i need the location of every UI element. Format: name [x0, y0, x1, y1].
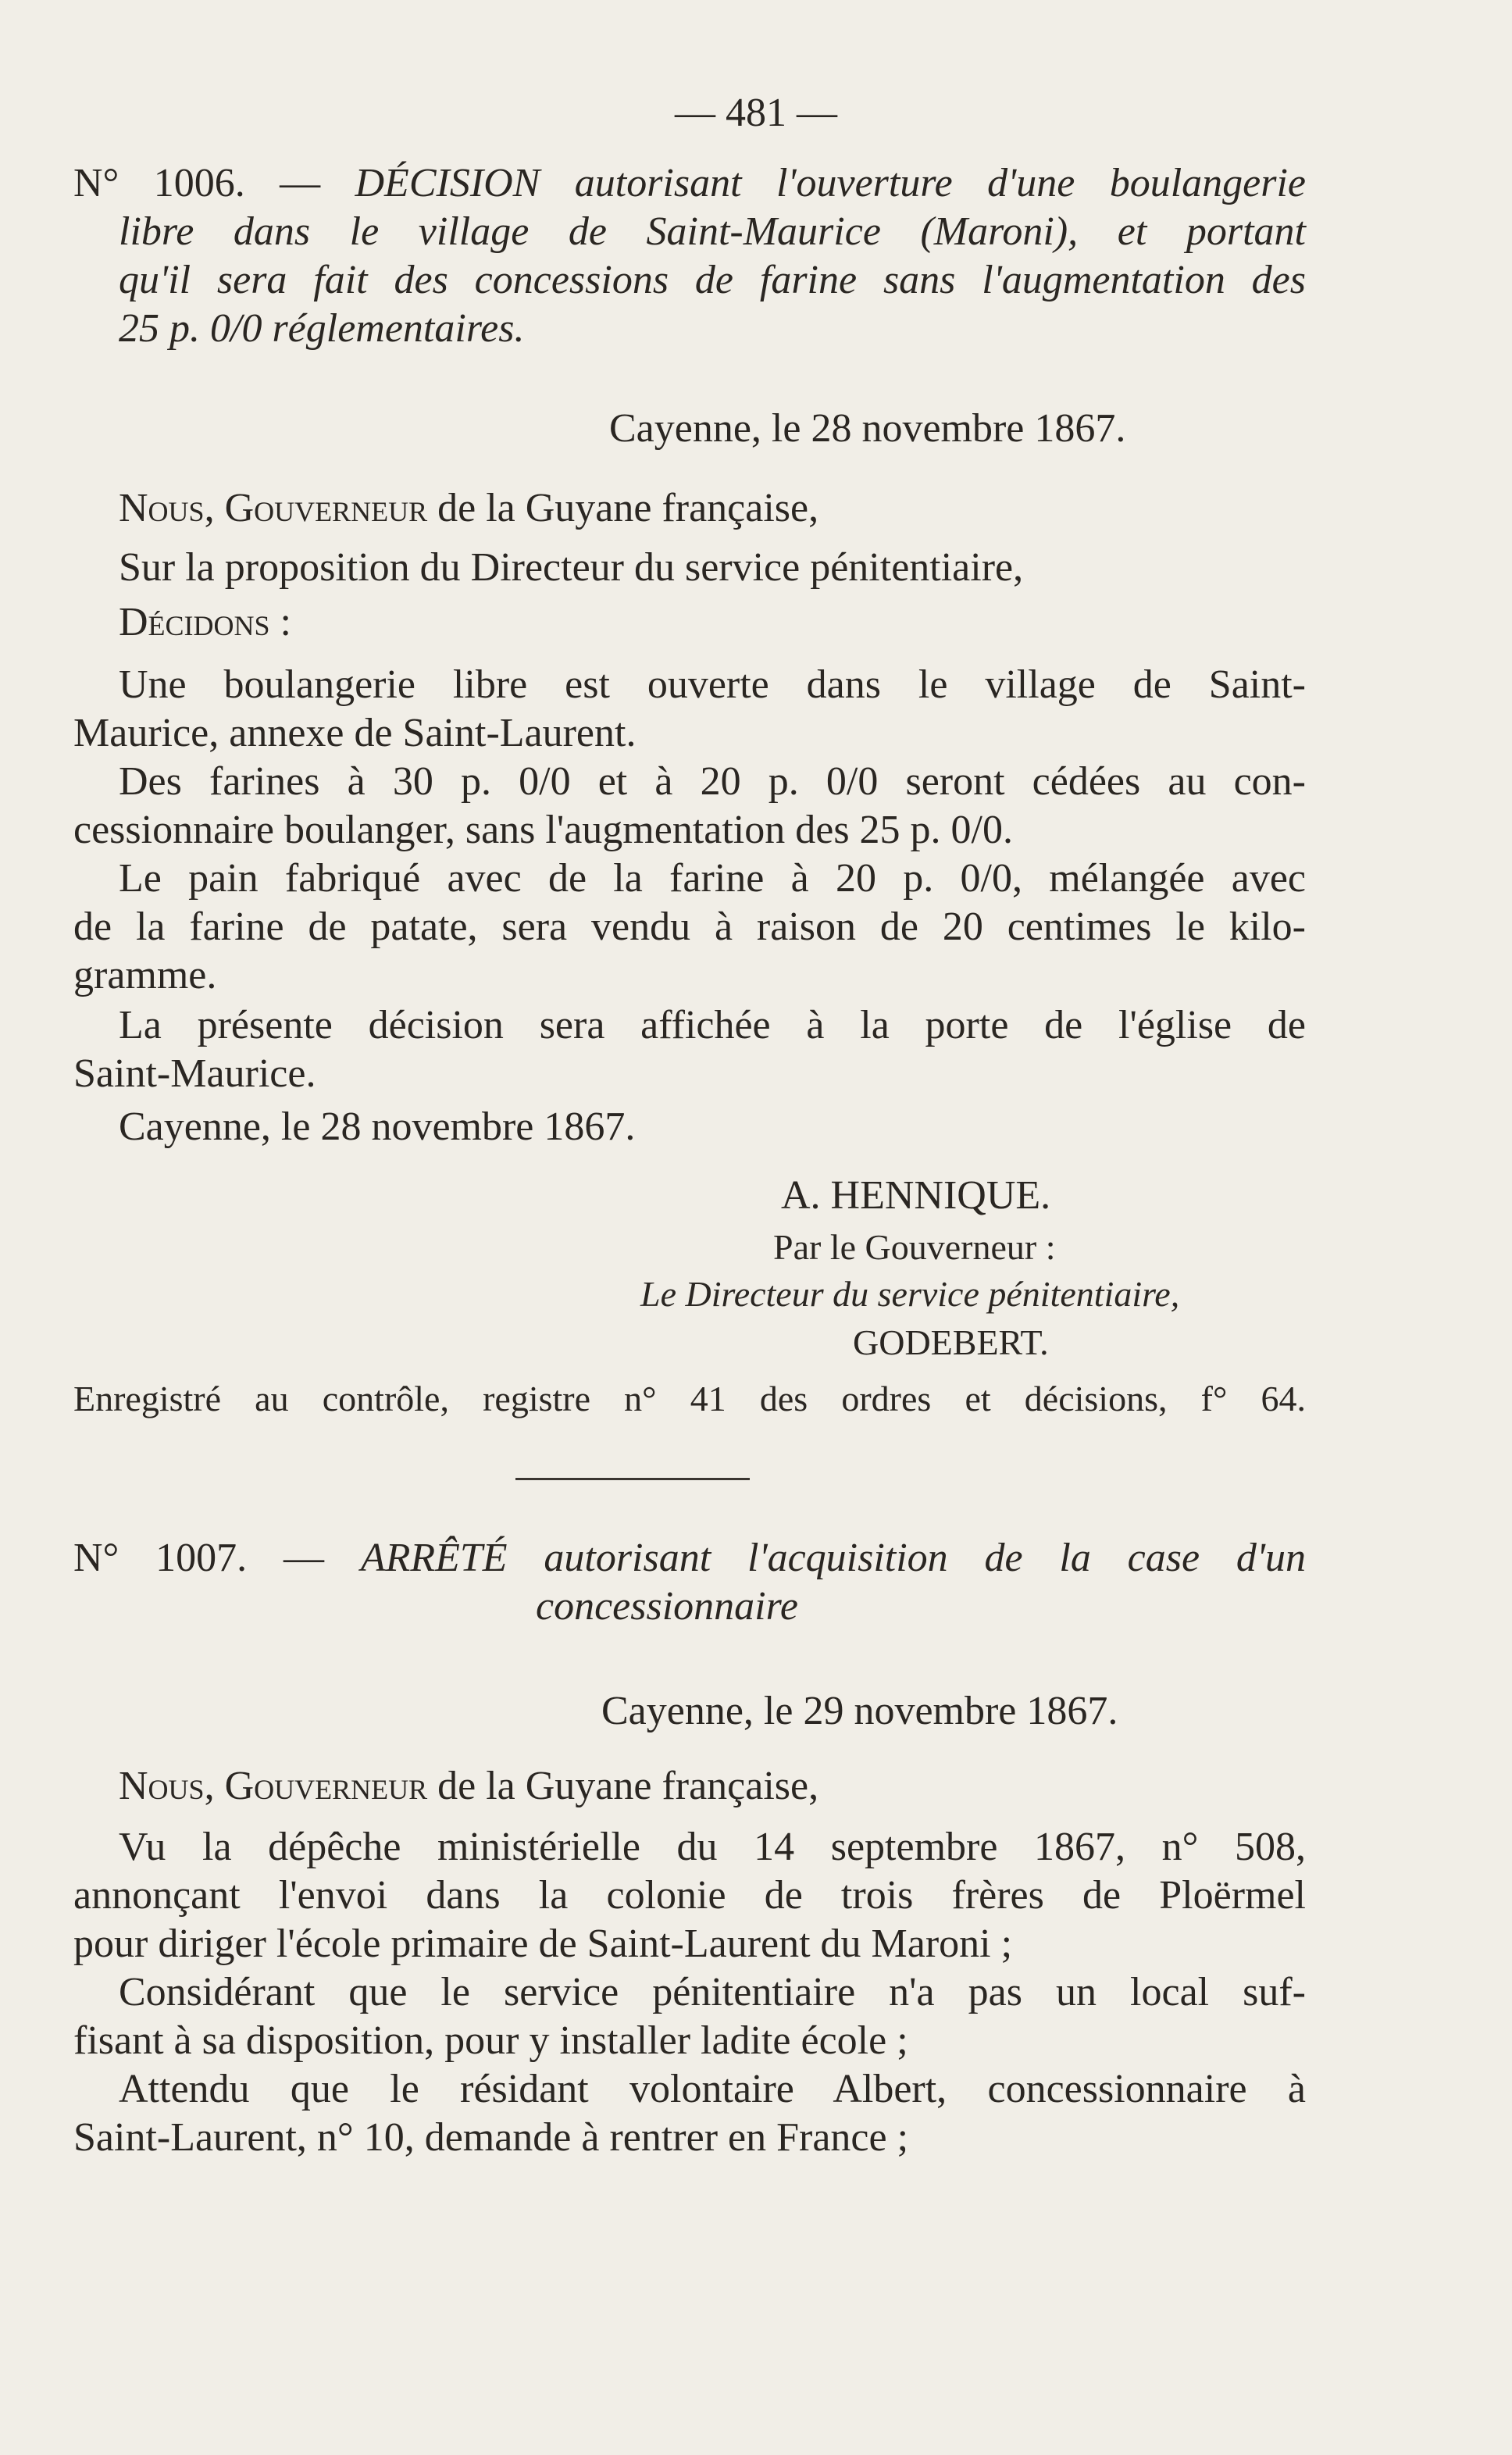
arrete-1007-p4-line2: Saint-Laurent, n° 10, demande à rentrer en France ;: [73, 2115, 909, 2160]
decision-1006-heading-line1: [73, 159, 1306, 208]
arrete-1007-nous-line: [119, 1762, 818, 1811]
decision-1006-p6-line2: de la farine de patate, sera vendu à raison de 20 centimes le kilo-: [73, 905, 1306, 949]
signature-hennique: A. HENNIQUE.: [781, 1173, 1051, 1218]
decision-1006-p6-line1: Le pain fabriqué avec de la farine à 20 p. 0/0, mélangée avec: [119, 856, 1306, 901]
arrete-1007-p4-line1: Attendu que le résidant volontaire Albert, concessionnaire à: [119, 2067, 1306, 2111]
arrete-1007-p3-line2: fisant à sa disposition, pour y installer ladite école ;: [73, 2018, 908, 2063]
page-number: — 481 —: [675, 91, 837, 135]
nous-rest: de la Guyane française,: [427, 486, 819, 530]
arrete-1007-title: ARRÊTÉ autorisant l'acquisition de la case d'un: [360, 1536, 1306, 1580]
decision-1006-nous-line: [119, 484, 818, 533]
decision-1006-heading-line3: qu'il sera fait des concessions de farine sans l'augmentation des: [119, 258, 1306, 302]
decision-1006-heading-line2: libre dans le village de Saint-Maurice (Maroni), et portant: [119, 209, 1306, 254]
section-divider: [515, 1478, 750, 1480]
arrete-1007-p2-line3: pour diriger l'école primaire de Saint-Laurent du Maroni ;: [73, 1922, 1013, 1966]
decision-1006-p5-line1: Des farines à 30 p. 0/0 et à 20 p. 0/0 seront cédées au con-: [119, 759, 1306, 804]
decision-1006-heading-line4: 25 p. 0/0 réglementaires.: [119, 306, 525, 351]
decision-1006-p7-line2: Saint-Maurice.: [73, 1051, 316, 1096]
arrete-1007-heading-line1: [73, 1534, 1306, 1583]
arrete-1007-heading-line2: concessionnaire: [536, 1584, 798, 1629]
nous-gouverneur: Nous, Gouverneur: [119, 486, 428, 530]
decision-1006-number: N° 1006. —: [73, 161, 355, 205]
arrete-1007-number: N° 1007. —: [73, 1536, 361, 1580]
decision-1006-proposition: Sur la proposition du Directeur du service pénitentiaire,: [119, 545, 1024, 590]
decision-1006-p6-line3: gramme.: [73, 953, 217, 997]
decision-1006-place-date: Cayenne, le 28 novembre 1867.: [609, 406, 1126, 451]
arrete-1007-p2-line1: Vu la dépêche ministérielle du 14 septembre 1867, n° 508,: [119, 1825, 1306, 1869]
nous-rest-2: de la Guyane française,: [427, 1764, 819, 1808]
enregistre-controle: Enregistré au contrôle, registre n° 41 des ordres et décisions, f° 64.: [73, 1379, 1306, 1418]
directeur-service-penitentiaire: Le Directeur du service pénitentiaire,: [640, 1274, 1180, 1314]
decision-1006-title: DÉCISION autorisant l'ouverture d'une boulangerie: [355, 161, 1306, 205]
arrete-1007-place-date: Cayenne, le 29 novembre 1867.: [601, 1689, 1118, 1733]
decision-1006-decidons: Décidons :: [119, 600, 292, 644]
decision-1006-p7-line1: La présente décision sera affichée à la porte de l'église de: [119, 1003, 1306, 1047]
arrete-1007-p3-line1: Considérant que le service pénitentiaire n'a pas un local suf-: [119, 1970, 1306, 2014]
decision-1006-p4-line1: Une boulangerie libre est ouverte dans le village de Saint-: [119, 662, 1306, 707]
arrete-1007-p2-line2: annonçant l'envoi dans la colonie de trois frères de Ploërmel: [73, 1873, 1306, 1918]
nous-gouverneur-2: Nous, Gouverneur: [119, 1764, 428, 1808]
decision-1006-p4-line2: Maurice, annexe de Saint-Laurent.: [73, 711, 637, 755]
par-le-gouverneur: Par le Gouverneur :: [773, 1227, 1056, 1267]
decision-1006-p5-line2: cessionnaire boulanger, sans l'augmentation des 25 p. 0/0.: [73, 808, 1014, 852]
decision-1006-closing-date: Cayenne, le 28 novembre 1867.: [119, 1104, 636, 1149]
signature-godebert: GODEBERT.: [853, 1322, 1049, 1362]
